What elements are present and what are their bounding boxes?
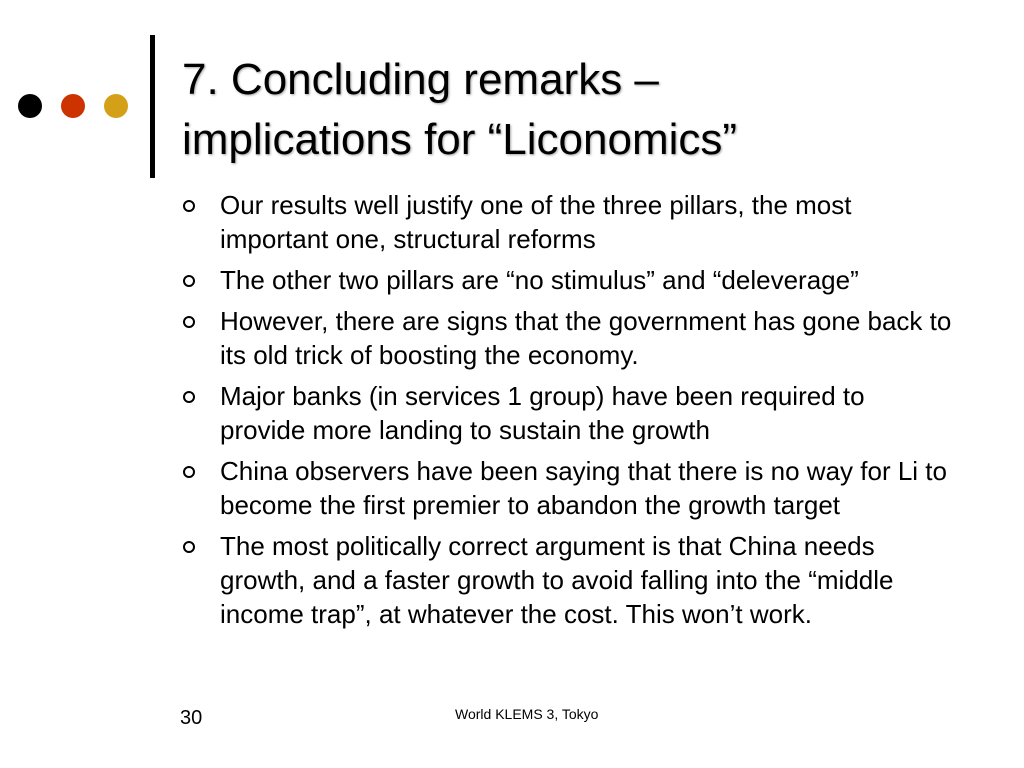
bullet-item bbox=[182, 263, 952, 297]
slide-title-line-2: implications for “Liconomics” bbox=[182, 115, 738, 164]
bullet-text: Major banks (in services 1 group) have been required to provide more landing to sustain the growth bbox=[220, 381, 865, 445]
bullet-list bbox=[182, 188, 952, 638]
title-divider bbox=[150, 35, 155, 178]
bullet-item bbox=[182, 304, 952, 372]
bullet-text: China observers have been saying that there is no way for Li to become the first premier to abandon the growth target bbox=[220, 456, 947, 520]
slide-title-line-1: 7. Concluding remarks – bbox=[182, 55, 659, 104]
bullet-item bbox=[182, 454, 952, 522]
bullet-text: However, there are signs that the government has gone back to its old trick of boosting the economy. bbox=[220, 306, 952, 370]
bullet-circle-icon bbox=[183, 466, 195, 478]
bullet-circle-icon bbox=[183, 391, 195, 403]
bullet-text: The other two pillars are “no stimulus” and “deleverage” bbox=[220, 265, 859, 295]
bullet-text: The most politically correct argument is that China needs growth, and a faster growth to avoid falling into the “middle income trap”, at whatever the cost. This won’t work. bbox=[220, 531, 894, 629]
page-number: 30 bbox=[180, 707, 203, 729]
slide-title bbox=[182, 50, 1002, 170]
bullet-item bbox=[182, 379, 952, 447]
bullet-circle-icon bbox=[183, 316, 195, 328]
footer-text: World KLEMS 3, Tokyo bbox=[455, 706, 599, 722]
decorative-dot-red bbox=[61, 94, 85, 118]
bullet-item bbox=[182, 188, 952, 256]
decorative-dot-black bbox=[18, 94, 42, 118]
bullet-circle-icon bbox=[183, 200, 195, 212]
bullet-circle-icon bbox=[183, 541, 195, 553]
bullet-circle-icon bbox=[183, 275, 195, 287]
decorative-dot-gold bbox=[104, 94, 128, 118]
bullet-item bbox=[182, 529, 952, 631]
bullet-text: Our results well justify one of the three pillars, the most important one, structural reforms bbox=[220, 190, 852, 254]
